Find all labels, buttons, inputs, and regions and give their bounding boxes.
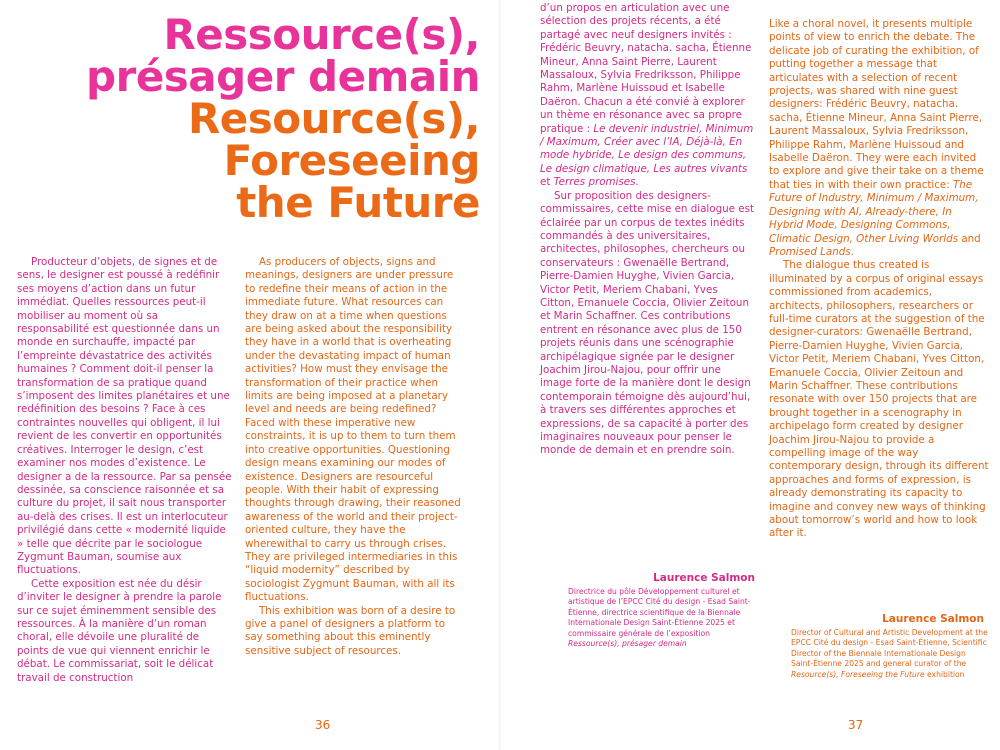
fr-theme-list: Le devenir industriel, Minimum / Maximum, Créer avec l’IA, Déjà-là, En mode hybride, Le design des communs, Le design climatique, Les autres vivants [540, 122, 754, 175]
title-fr-line1: Ressource(s), [163, 10, 480, 59]
fr-theme-last: Terres promises [553, 176, 636, 189]
page-number-right: 37 [848, 718, 864, 732]
signature-en: Laurence Salmon [882, 613, 984, 625]
page-number-left: 36 [315, 718, 331, 732]
english-column-1 [245, 256, 465, 658]
title-en-line2: Foreseeing [223, 136, 480, 185]
en-paragraph-3: Like a choral novel, it presents multiple points of view to enrich the debate. The delicate job of curating the exhibition, of putting together a message that articulates with a selection of recent projects, was shared with nine guest designers: Frédéric Beuvry, natacha. sacha, Étienne Mineur, Anna Saint Pierre, Laurent Massaloux, Sylvia Fredriksson, Philippe Rahm, Marlène Huissoud and Isabelle Daëron. They were each invited to explore and give their take on a theme that ties in with their own practice: The Future of Industry, Minimum / Maximum, Designing with AI, Already-there, In Hybrid Mode, Designing Commons, Climatic Design, Other Living Worlds and Promised Lands. [769, 18, 984, 258]
signature-fr: Laurence Salmon [653, 572, 755, 584]
fr-paragraph-4: Sur proposition des designers-commissaires, cette mise en dialogue est éclairée par un corpus de textes inédits commandés à des universitaires, architectes, philosophes, chercheurs ou conservateurs : Gwenaëlle Bertrand, Pierre-Damien Huyghe, Vivien Garcia, Victor Petit, Meriem Chabani, Yves Citton, Emanuele Coccia, Olivier Zeitoun et Marin Schaffner. Ces contributions entrent en résonance avec plus de 150 projets réunis dans une scénographie archipélagique signée par le designer Joachim Jirou-Najou, pour offrir une image forte de la manière dont le design contemporain témoigne dès aujourd’hui, à travers ses différentes approches et expressions, de sa capacité à porter des imaginaires nouveaux pour penser le monde de demain et en prendre soin. [540, 189, 754, 457]
en-paragraph-4: The dialogue thus created is illuminated by a corpus of original essays commissioned from academics, architects, philosophers, researchers or full-time curators at the suggestion of the designer-curators: Gwenaëlle Bertrand, Pierre-Damien Huyghe, Vivien Garcia, Victor Petit, Meriem Chabani, Yves Citton, Emanuele Coccia, Olivier Zeitoun and Marin Schaffner. These contributions resonate with over 150 projects that are brought together in a scenography in archipelago form created by designer Joachim Jirou-Najou to provide a compelling image of the way contemporary design, through its different approaches and forms of expression, is already demonstrating its capacity to imagine and convey new ways of thinking about tomorrow’s world and how to look after it. [769, 259, 989, 540]
page-title [86, 10, 480, 227]
en-theme-last: Promised Lands [769, 245, 851, 258]
title-fr-line2: présager demain [86, 52, 480, 101]
fr-paragraph-1: Producteur d’objets, de signes et de sens, le designer est poussé à redéfinir ses moyens d’action dans un futur immédiat. Quelles ressources peut-il mobiliser au moment où sa responsabilité est questionnée dans un monde en surchauffe, impacté par l’empreinte dévastatrice des activités humaines ? Comment doit-il penser la transformation de sa pratique quand s’imposent des limites planétaires et une redéfinition des besoins ? Face à ces contraintes nouvelles qui obligent, il lui revient de les convertir en opportunités créatives. Interroger le design, c’est examiner nos modes d’existence. Le designer a de la ressource. Par sa pensée dessinée, sa conscience raisonnée et sa culture du projet, il sait nous transporter au-delà des crises. Il est un interlocuteur privilégié dans cette « modernité liquide » telle que décrite par le sociologue Zygmunt Bauman, soumise aux fluctuations. [17, 256, 232, 577]
french-column-2 [540, 2, 755, 649]
french-column-1 [17, 256, 232, 685]
title-en-line1: Resource(s), [187, 94, 480, 143]
title-en-line3: the Future [236, 178, 480, 227]
gutter-shadow [499, 0, 501, 750]
fr-paragraph-2: Cette exposition est née du désir d’inviter le designer à prendre la parole sur ce sujet éminemment sensible des ressources. À la manière d’un roman choral, elle dévoile une pluralité de points de vue qui viennent enrichir le débat. Le commissariat, soit le délicat travail de construction [17, 577, 222, 684]
fr-paragraph-3: d’un propos en articulation avec une sélection des projets récents, a été partagé avec neuf designers invités : Frédéric Beuvry, natacha. sacha, Étienne Mineur, Anna Saint Pierre, Laurent Massaloux, Sylvia Fredriksson, Philippe Rahm, Marlène Huissoud et Isabelle Daëron. Chacun a été convié à explorer un thème en résonance avec sa propre pratique : Le devenir industriel, Minimum / Maximum, Créer avec l’IA, Déjà-là, En mode hybride, Le design des communs, Le design climatique, Les autres vivants et Terres promises. [540, 2, 754, 189]
bio-en: Director of Cultural and Artistic Development at the EPCC Cité du design - Esad Saint-Étienne, Scientific Director of the Biennale Internationale Design Saint-Étienne 2025 and general curator of the Resource(s), Foreseeing the Future exhibition [791, 628, 988, 679]
en-paragraph-1: As producers of objects, signs and meanings, designers are under pressure to redefine their means of action in the immediate future. What resources can they draw on at a time when questions are being asked about the responsibility they have in a world that is overheating under the devastating impact of human activities? How must they envisage the transformation of their practice when limits are being imposed at a planetary level and needs are being redefined? Faced with these imperative new constraints, it is up to them to turn them into creative opportunities. Questioning design means examining our modes of existence. Designers are resourceful people. With their habit of expressing thoughts through drawing, their reasoned awareness of the world and their project-oriented culture, they have the wherewithal to carry us through crises. They are privileged intermediaries in this “liquid modernity” described by sociologist Zygmunt Bauman, with all its fluctuations. [245, 256, 461, 604]
en-paragraph-2: This exhibition was born of a desire to give a panel of designers a platform to say something about this eminently sensitive subject of resources. [245, 604, 456, 657]
english-column-2 [769, 18, 989, 679]
en-theme-list: The Future of Industry, Minimum / Maximum, Designing with AI, Already-there, In Hybrid Mode, Designing Commons, Climatic Design, Other Living Worlds [769, 178, 979, 245]
bio-fr: Directrice du pôle Développement culturel et artistique de l’EPCC Cité du design - Esad Saint-Étienne, directrice scientifique de la Biennale Internationale Design Saint-Étienne 2025 et commissaire générale de l’exposition Ressource(s), présager demain [568, 587, 751, 649]
